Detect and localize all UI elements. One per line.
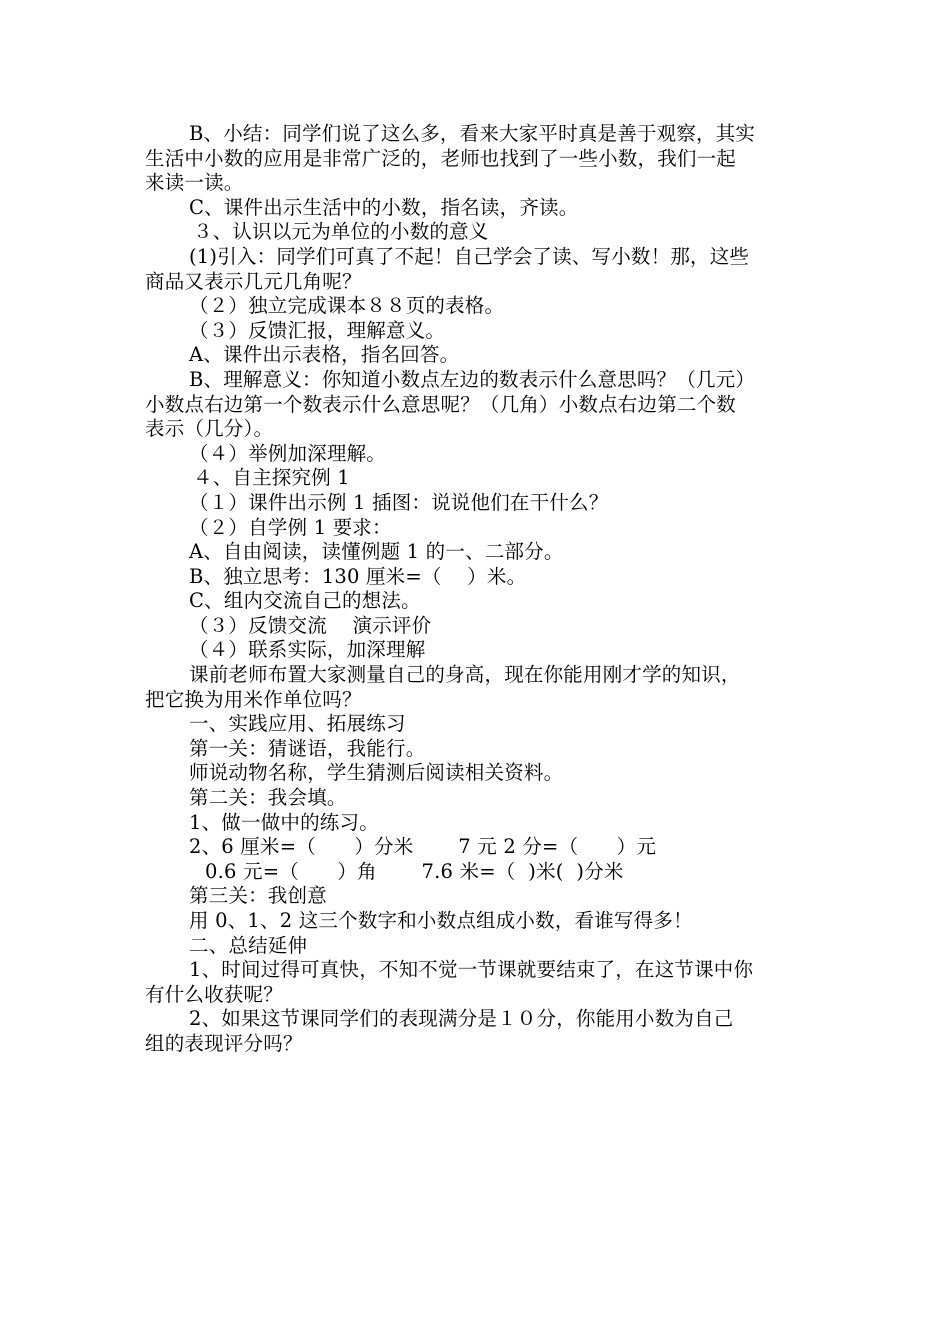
text-line: 1、做一做中的练习。 <box>189 810 379 834</box>
text-line: 生活中小数的应用是非常广泛的，老师也找到了一些小数，我们一起 <box>145 146 737 170</box>
text-line: 第三关：我创意 <box>189 884 327 908</box>
text-line: （４）联系实际，加深理解 <box>189 638 426 662</box>
text-line: C、课件出示生活中的小数，指名读，齐读。 <box>189 195 579 219</box>
text-line: 组的表现评分吗？ <box>145 1031 303 1055</box>
text-line: （１）课件出示例 1 插图：说说他们在干什么？ <box>189 490 609 514</box>
text-line: 1、时间过得可真快，不知不觉一节课就要结束了，在这节课中你 <box>189 958 754 982</box>
text-line: （３）反馈交流 演示评价 <box>189 613 432 637</box>
text-line: ４、自主探究例 1 <box>193 466 350 490</box>
text-line: 小数点右边第一个数表示什么意思呢？（几角）小数点右边第二个数 <box>145 392 737 416</box>
text-line: 二、总结延伸 <box>189 933 308 957</box>
text-line: B、小结：同学们说了这么多，看来大家平时真是善于观察，其实 <box>189 122 756 145</box>
text-line: 一、实践应用、拓展练习 <box>189 712 406 736</box>
text-line: 2、如果这节课同学们的表现满分是１０分，你能用小数为自己 <box>189 1007 734 1031</box>
text-line: A、自由阅读，读懂例题 1 的一、二部分。 <box>189 540 564 564</box>
text-line: 表示（几分）。 <box>145 417 274 441</box>
text-line: 把它换为用米作单位吗？ <box>145 687 362 711</box>
text-line: 商品又表示几元几角呢？ <box>145 269 362 293</box>
text-line: (1)引入：同学们可真了不起！自己学会了读、写小数！那，这些 <box>189 244 750 268</box>
text-line: （４）举例加深理解。 <box>189 441 387 465</box>
text-line: 用 0、1、2 这三个数字和小数点组成小数，看谁写得多！ <box>189 909 693 932</box>
text-line: ３、认识以元为单位的小数的意义 <box>193 220 489 244</box>
text-line: C、组内交流自己的想法。 <box>189 589 421 613</box>
text-line: 0.6 元=（ ）角 7.6 米=（ )米( )分米 <box>205 859 624 883</box>
text-line: 第一关：猜谜语，我能行。 <box>189 736 426 760</box>
text-line: （２）自学例 1 要求： <box>189 515 392 539</box>
text-line: 课前老师布置大家测量自己的身高，现在你能用刚才学的知识， <box>189 663 741 687</box>
text-line: 师说动物名称，学生猜测后阅读相关资料。 <box>189 761 564 785</box>
text-line: 来读一读。 <box>145 171 244 195</box>
text-line: B、理解意义：你知道小数点左边的数表示什么意思吗？（几元） <box>189 367 756 391</box>
document-body <box>145 122 810 1057</box>
text-line: B、独立思考：130 厘米=（ ）米。 <box>189 564 527 588</box>
text-line: （２）独立完成课本８８页的表格。 <box>189 294 505 318</box>
text-line: 有什么收获呢？ <box>145 982 283 1006</box>
text-line: 第二关：我会填。 <box>189 786 347 810</box>
text-line: A、课件出示表格，指名回答。 <box>189 343 460 367</box>
text-line: （３）反馈汇报，理解意义。 <box>189 318 446 342</box>
text-line: 2、6 厘米=（ ）分米 7 元 2 分=（ ）元 <box>189 835 657 859</box>
